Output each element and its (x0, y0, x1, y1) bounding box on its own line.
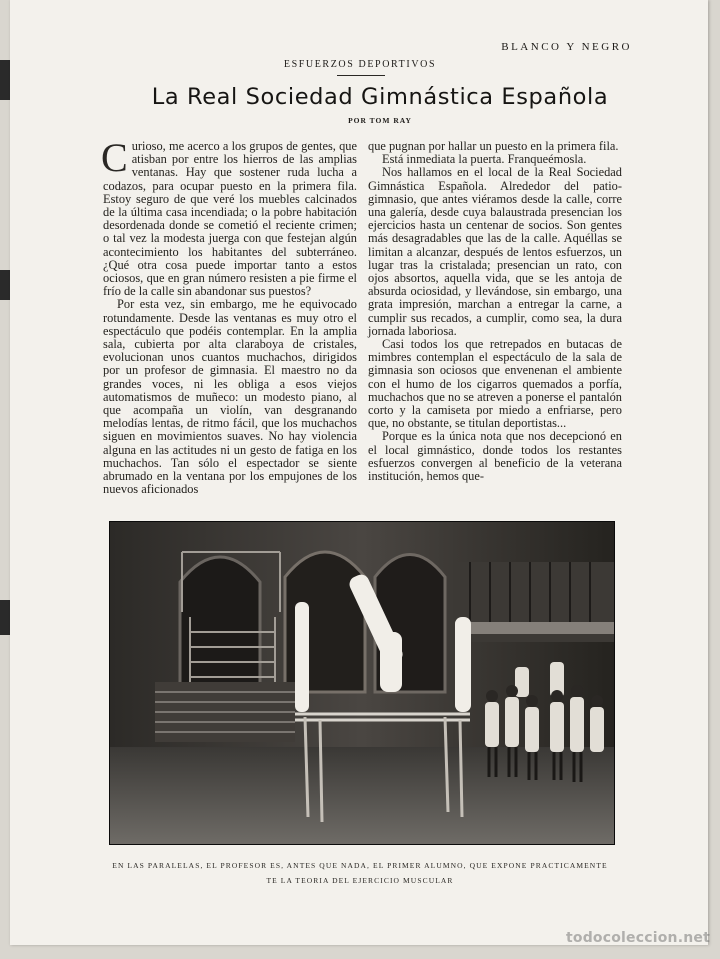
torn-edge-mark (0, 600, 10, 635)
paragraph: que pugnan por hallar un puesto en la primera fila. (368, 139, 619, 153)
photo-caption (100, 858, 620, 888)
article-byline: POR TOM RAY (348, 116, 412, 125)
paragraph: Por esta vez, sin embargo, me he equivocado rotundamente. Desde las ventanas es muy otro el espectáculo que podéis contemplar. En la amplia sala, cubierta por alta claraboya de cristales, evolucionan unos cuantos muchachos, dirigidos por un profesor de gimnasia. El maestro no da grandes voces, ni les obliga a esos viejos automatismos de muñeco: un modesto piano, al que acompaña un violín, van desgranando melodías lentas, de ritmo fácil, que los muchachos siguen en movimientos suaves. No hay violencia alguna en las actitudes ni un gesto de fatiga en los muchachos. Tan sólo el espectador se siente abrumado en la ventana por los empujones de los nuevos aficionados (103, 297, 357, 497)
drop-cap: C (101, 135, 128, 180)
article-title: La Real Sociedad Gimnástica Española (151, 84, 609, 110)
paragraph: Nos hallamos en el local de la Real Sociedad Gimnástica Española. Alrededor del patio-gimnasio, que antes viéramos desde la calle, corre una galería, desde cuya balaustrada presencian los ejercicios hasta un centenar de socios. Son gentes más desagradables que las de la calle. Aquéllas se limitan a alcanzar, después de lentos esfuerzos, un lugar tras la cristalada; presencian un rato, con ojos absortos, aquella vida, que se les antoja de absurda ociosidad, y llevándose, sin embargo, una grata impresión, marchan a entregar la carne, a cumplir sus recados, a cumplir, como sea, la dura jornada laboriosa. (368, 165, 622, 338)
caption-line: TE LA TEORIA DEL EJERCICIO MUSCULAR (266, 876, 454, 885)
section-title: ESFUERZOS DEPORTIVOS (283, 59, 437, 70)
watermark: todocoleccion.net (565, 930, 710, 946)
caption-line: EN LAS PARALELAS, EL PROFESOR ES, ANTES QUE NADA, EL PRIMER ALUMNO, QUE EXPONE PRACTICAMENTE (112, 861, 608, 870)
magazine-name: BLANCO Y NEGRO (501, 41, 632, 53)
paragraph-text: urioso, me acerco a los grupos de gentes, que atisban por entre los hierros de las amplias ventanas. Hay que sostener ruda lucha a codazos, para ocupar puesto en la primera fila. Estoy seguro de que veré los muebles calcinados de la última casa incendiada; o la pobre habitación desordenada donde se cometió el reciente crimen; o tal vez la modesta juerga con que festejan algún acontecimiento los habitantes del subterráneo. ¿Qué otra cosa puede importar tanto a estos ociosos, que en gran número resisten a pie firme el frío de la calle sin abandonar sus puestos? (103, 139, 357, 299)
text-column-left (101, 135, 357, 497)
paragraph: Casi todos los que retrepados en butacas de mimbres contemplan el espectáculo de la sala de gimnasia son ociosos que envenenan el ambiente con el humo de los cigarros quemados a porfía, muchachos que no se atreven a ponerse el pantalón corto y la camiseta por miedo a enfriarse, pero que, no obstante, se titulan deportistas... (368, 337, 622, 431)
torn-edge-mark (0, 270, 10, 300)
section-divider (337, 75, 385, 76)
photo-illustration (110, 522, 614, 844)
paragraph (101, 135, 357, 299)
torn-edge-mark (0, 60, 10, 100)
paragraph: Porque es la única nota que nos decepcionó en el local gimnástico, donde todos los restantes esfuerzos convergen al beneficio de la veterana institución, hemos que- (368, 429, 622, 484)
text-column-right (368, 140, 622, 483)
paragraph: Está inmediata la puerta. Franqueémosla. (382, 152, 587, 167)
gymnastics-photo (109, 521, 615, 845)
